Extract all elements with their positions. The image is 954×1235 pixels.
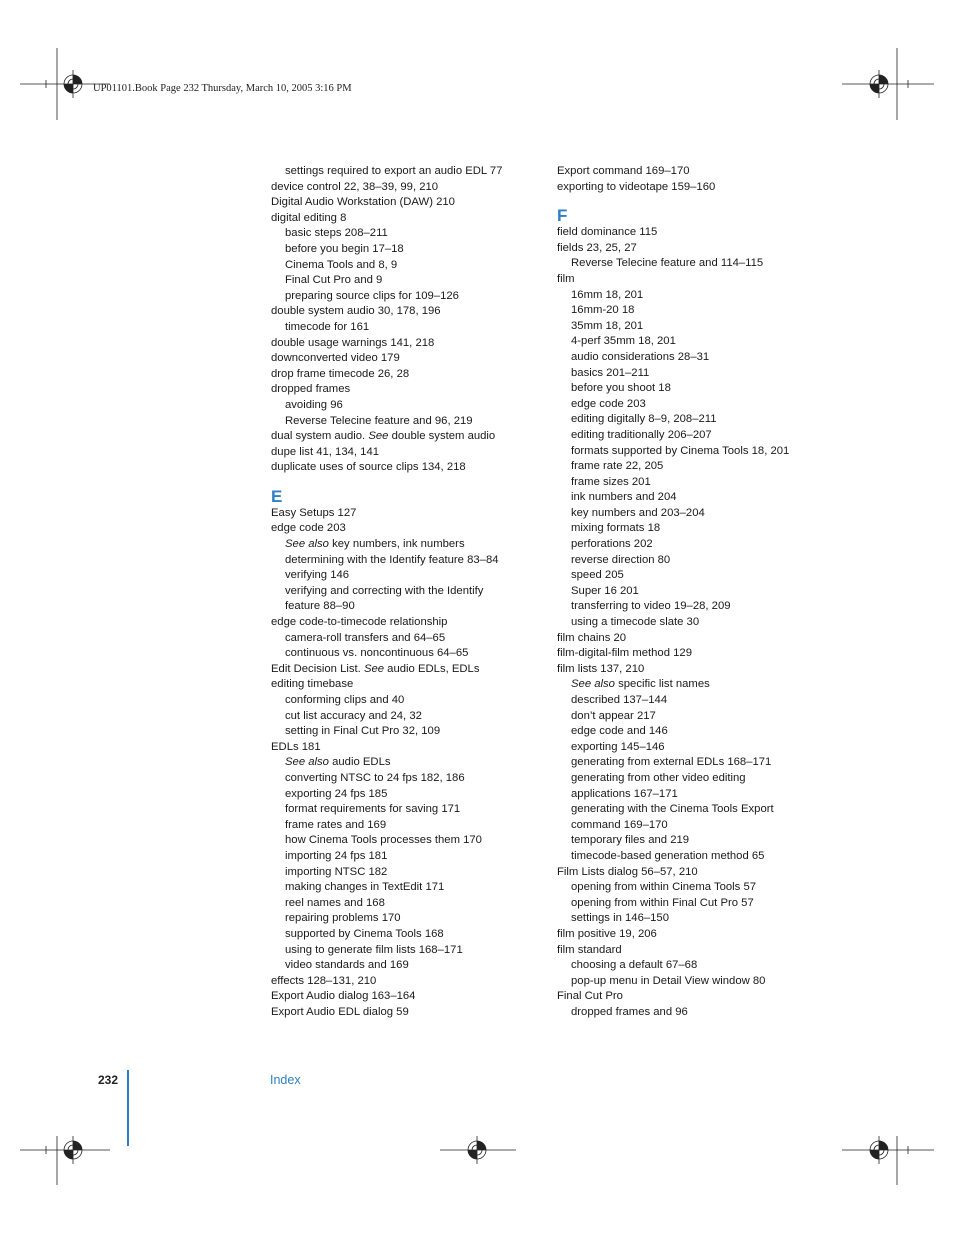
index-subentry: timecode-based generation method 65 [571,849,765,862]
index-subentry: using a timecode slate 30 [571,616,700,629]
index-subentry: settings required to export an audio EDL 77 [285,165,503,177]
index-subentry: exporting 24 fps 185 [285,787,388,800]
index-subentry: repairing problems 170 [285,912,401,925]
index-subentry: command 169–170 [571,818,668,831]
index-entry: field dominance 115 [557,226,658,239]
index-subentry: continuous vs. noncontinuous 64–65 [285,647,469,660]
index-entry: effects 128–131, 210 [271,974,377,987]
index-subentry: reel names and 168 [285,896,385,909]
section-label: Index [270,1073,301,1087]
index-subentry: 4-perf 35mm 18, 201 [571,335,676,348]
index-entry: Edit Decision List. See audio EDLs, EDLs [271,662,480,675]
index-subentry: Reverse Telecine feature and 114–115 [571,257,764,270]
index-entry: film lists 137, 210 [557,662,645,675]
print-slug: UP01101.Book Page 232 Thursday, March 10, 2005 3:16 PM [93,83,352,94]
index-subentry: importing 24 fps 181 [285,849,388,862]
index-subentry: Final Cut Pro and 9 [285,274,383,287]
index-subentry: frame rate 22, 205 [571,460,664,473]
cross-reference-label: See [363,662,385,675]
index-subentry: editing traditionally 206–207 [571,428,712,441]
page-number: 232 [98,1073,119,1087]
index-entry: edge code 203 [271,522,346,535]
index-subentry: opening from within Final Cut Pro 57 [571,896,754,909]
cross-reference-label: See also [571,678,615,691]
index-entry: film positive 19, 206 [557,927,657,940]
index-subentry: don’t appear 217 [571,709,656,722]
index-subentry: formats supported by Cinema Tools 18, 201 [571,444,790,457]
index-subentry: conforming clips and 40 [285,694,405,706]
index-entry: dual system audio. See double system audio [271,430,496,443]
index-subentry: edge code 203 [571,397,646,410]
index-column-left [271,164,541,1020]
index-subentry: temporary files and 219 [571,834,690,847]
index-subentry: avoiding 96 [285,398,343,411]
index-subentry: supported by Cinema Tools 168 [285,927,444,940]
index-subentry: key numbers and 203–204 [571,506,705,519]
index-subentry: cut list accuracy and 24, 32 [285,709,422,722]
index-subentry: 16mm 18, 201 [571,288,644,301]
index-entry: film [557,272,575,285]
index-subentry: transferring to video 19–28, 209 [571,600,731,613]
index-entry: fields 23, 25, 27 [557,241,637,254]
index-entry: Film Lists dialog 56–57, 210 [557,865,698,878]
index-subentry: video standards and 169 [285,959,409,972]
index-subentry: edge code and 146 [571,725,668,738]
index-entry: film chains 20 [557,631,627,644]
index-entry: Export command 169–170 [557,165,690,177]
index-letter-heading: E [271,486,283,506]
index-subentry: preparing source clips for 109–126 [285,289,459,302]
index-subentry: making changes in TextEdit 171 [285,881,445,894]
index-subentry: verifying and correcting with the Identify [285,584,484,597]
index-entry: Export Audio EDL dialog 59 [271,1005,409,1018]
index-subentry: 16mm-20 18 [571,304,635,317]
index-subentry: determining with the Identify feature 83–84 [285,553,499,566]
index-subentry: feature 88–90 [285,600,355,613]
index-subentry: described 137–144 [571,694,668,706]
index-entry: film standard [557,943,622,956]
index-subentry: applications 167–171 [571,787,678,800]
index-subentry: dropped frames and 96 [571,1005,688,1018]
index-entry: editing timebase [271,678,354,691]
index-subentry: See also specific list names [571,678,710,691]
index-entry: edge code-to-timecode relationship [271,616,448,629]
index-entry: Digital Audio Workstation (DAW) 210 [271,196,455,209]
index-subentry: using to generate film lists 168–171 [285,943,463,956]
index-subentry: Super 16 201 [571,584,639,597]
index-entry: downconverted video 179 [271,352,400,365]
index-subentry: ink numbers and 204 [571,491,677,504]
index-entry: Final Cut Pro [557,990,623,1003]
index-subentry: mixing formats 18 [571,522,661,535]
index-subentry: setting in Final Cut Pro 32, 109 [285,725,441,738]
index-subentry: opening from within Cinema Tools 57 [571,881,757,894]
index-subentry: how Cinema Tools processes them 170 [285,834,482,847]
cross-reference-label: See [368,430,389,443]
index-entry: Export Audio dialog 163–164 [271,990,416,1003]
index-subentry: Reverse Telecine feature and 96, 219 [285,414,473,427]
index-subentry: reverse direction 80 [571,553,671,566]
index-subentry: pop-up menu in Detail View window 80 [571,974,766,987]
index-subentry: editing digitally 8–9, 208–211 [571,413,717,426]
index-subentry: exporting 145–146 [571,740,665,753]
index-subentry: Cinema Tools and 8, 9 [285,258,398,271]
index-subentry: converting NTSC to 24 fps 182, 186 [285,771,465,784]
index-entry: digital editing 8 [271,211,347,224]
index-entry: EDLs 181 [271,740,321,753]
index-subentry: before you shoot 18 [571,382,671,395]
index-subentry: speed 205 [571,569,624,582]
index-entry: device control 22, 38–39, 99, 210 [271,180,439,193]
index-entry: duplicate uses of source clips 134, 218 [271,461,466,474]
index-entry: dupe list 41, 134, 141 [271,445,380,458]
index-entry: exporting to videotape 159–160 [557,180,716,193]
index-entry: dropped frames [271,383,351,396]
index-subentry: format requirements for saving 171 [285,803,461,816]
index-subentry: choosing a default 67–68 [571,959,698,972]
cross-reference-label: See also [285,538,329,551]
index-subentry: timecode for 161 [285,320,370,333]
index-subentry: See also audio EDLs [285,756,391,769]
footer-divider [127,1070,129,1146]
index-subentry: 35mm 18, 201 [571,319,644,332]
cross-reference-label: See also [285,756,329,769]
index-subentry: before you begin 17–18 [285,242,404,255]
index-subentry: basic steps 208–211 [285,227,388,240]
index-entry: film-digital-film method 129 [557,647,692,660]
index-entry: double system audio 30, 178, 196 [271,305,441,318]
index-subentry: frame rates and 169 [285,818,387,831]
index-subentry: generating from other video editing [571,771,746,784]
index-entry: drop frame timecode 26, 28 [271,367,410,380]
index-subentry: perforations 202 [571,538,653,551]
index-subentry: basics 201–211 [571,366,650,379]
index-subentry: frame sizes 201 [571,475,651,488]
index-subentry: See also key numbers, ink numbers [285,538,465,551]
index-letter-heading: F [557,206,568,226]
index-entry: double usage warnings 141, 218 [271,336,435,349]
index-subentry: verifying 146 [285,569,350,582]
index-subentry: generating with the Cinema Tools Export [571,803,774,816]
index-subentry: importing NTSC 182 [285,865,388,878]
index-entry: Easy Setups 127 [271,506,357,519]
index-subentry: camera-roll transfers and 64–65 [285,631,446,644]
index-subentry: settings in 146–150 [571,912,669,925]
index-column-right [557,164,817,1020]
index-subentry: generating from external EDLs 168–171 [571,756,772,769]
index-subentry: audio considerations 28–31 [571,350,710,363]
